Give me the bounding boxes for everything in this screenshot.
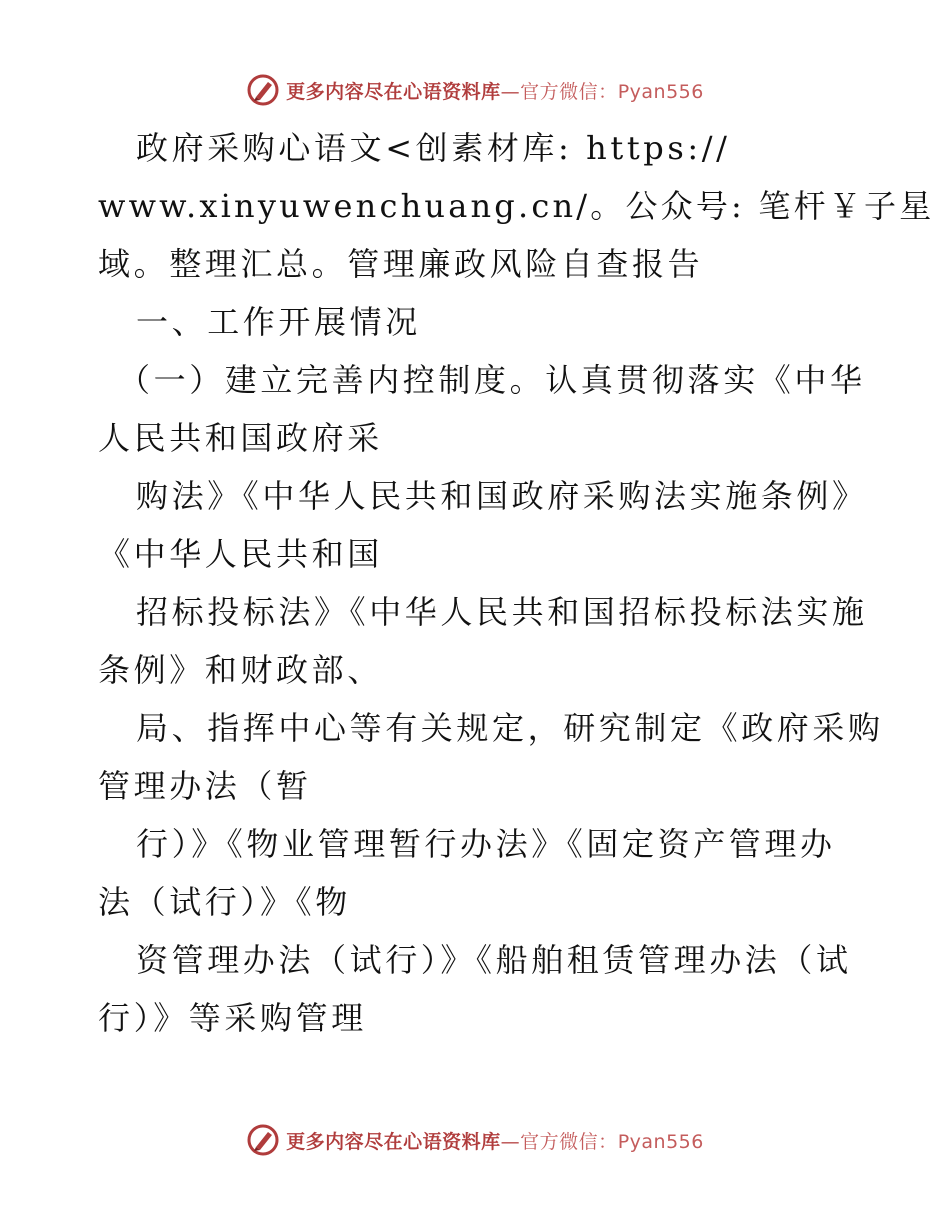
text-line: 管理办法（暂: [98, 767, 312, 805]
text-line: 购法》《中华人民共和国政府采购法实施条例》: [136, 477, 868, 515]
banner-wechat-id: Pyan556: [617, 80, 704, 103]
section-heading: 一、工作开展情况: [136, 303, 421, 341]
banner-main-text: 更多内容尽在心语资料库: [286, 1130, 501, 1153]
text-line: 行）》《物业管理暂行办法》《固定资产管理办: [136, 825, 836, 863]
text-line: （一）建立完善内控制度。认真贯彻落实《中华: [118, 361, 866, 399]
pen-logo-icon: [246, 73, 280, 107]
banner-wechat-id: Pyan556: [617, 1130, 704, 1153]
text-line: 行）》等采购管理: [98, 999, 367, 1037]
banner-dash: —: [500, 1130, 521, 1153]
header-banner: [0, 68, 950, 112]
footer-banner: [0, 1118, 950, 1162]
text-line: 政府采购心语文<创素材库: https://: [136, 129, 731, 167]
text-line: 域。整理汇总。管理廉政风险自查报告: [98, 245, 704, 283]
banner-text: [286, 77, 704, 104]
banner-wechat-label: 官方微信：: [520, 1130, 618, 1153]
banner-text: [286, 1127, 704, 1154]
text-line: 局、指挥中心等有关规定，研究制定《政府采购: [136, 709, 884, 747]
text-line: 条例》和财政部、: [98, 651, 383, 689]
banner-dash: —: [500, 80, 521, 103]
text-line: 法（试行）》《物: [98, 883, 351, 921]
text-line: 招标投标法》《中华人民共和国招标投标法实施: [136, 593, 868, 631]
text-line: 资管理办法（试行）》《船舶租赁管理办法（试: [136, 941, 852, 979]
text-line: 《中华人民共和国: [98, 535, 383, 573]
banner-wechat-label: 官方微信：: [520, 80, 618, 103]
text-line: www.xinyuwenchuang.cn/。公众号: 笔杆￥子星: [98, 187, 935, 225]
pen-logo-icon: [246, 1123, 280, 1157]
banner-main-text: 更多内容尽在心语资料库: [286, 80, 501, 103]
text-line: 人民共和国政府采: [98, 419, 383, 457]
